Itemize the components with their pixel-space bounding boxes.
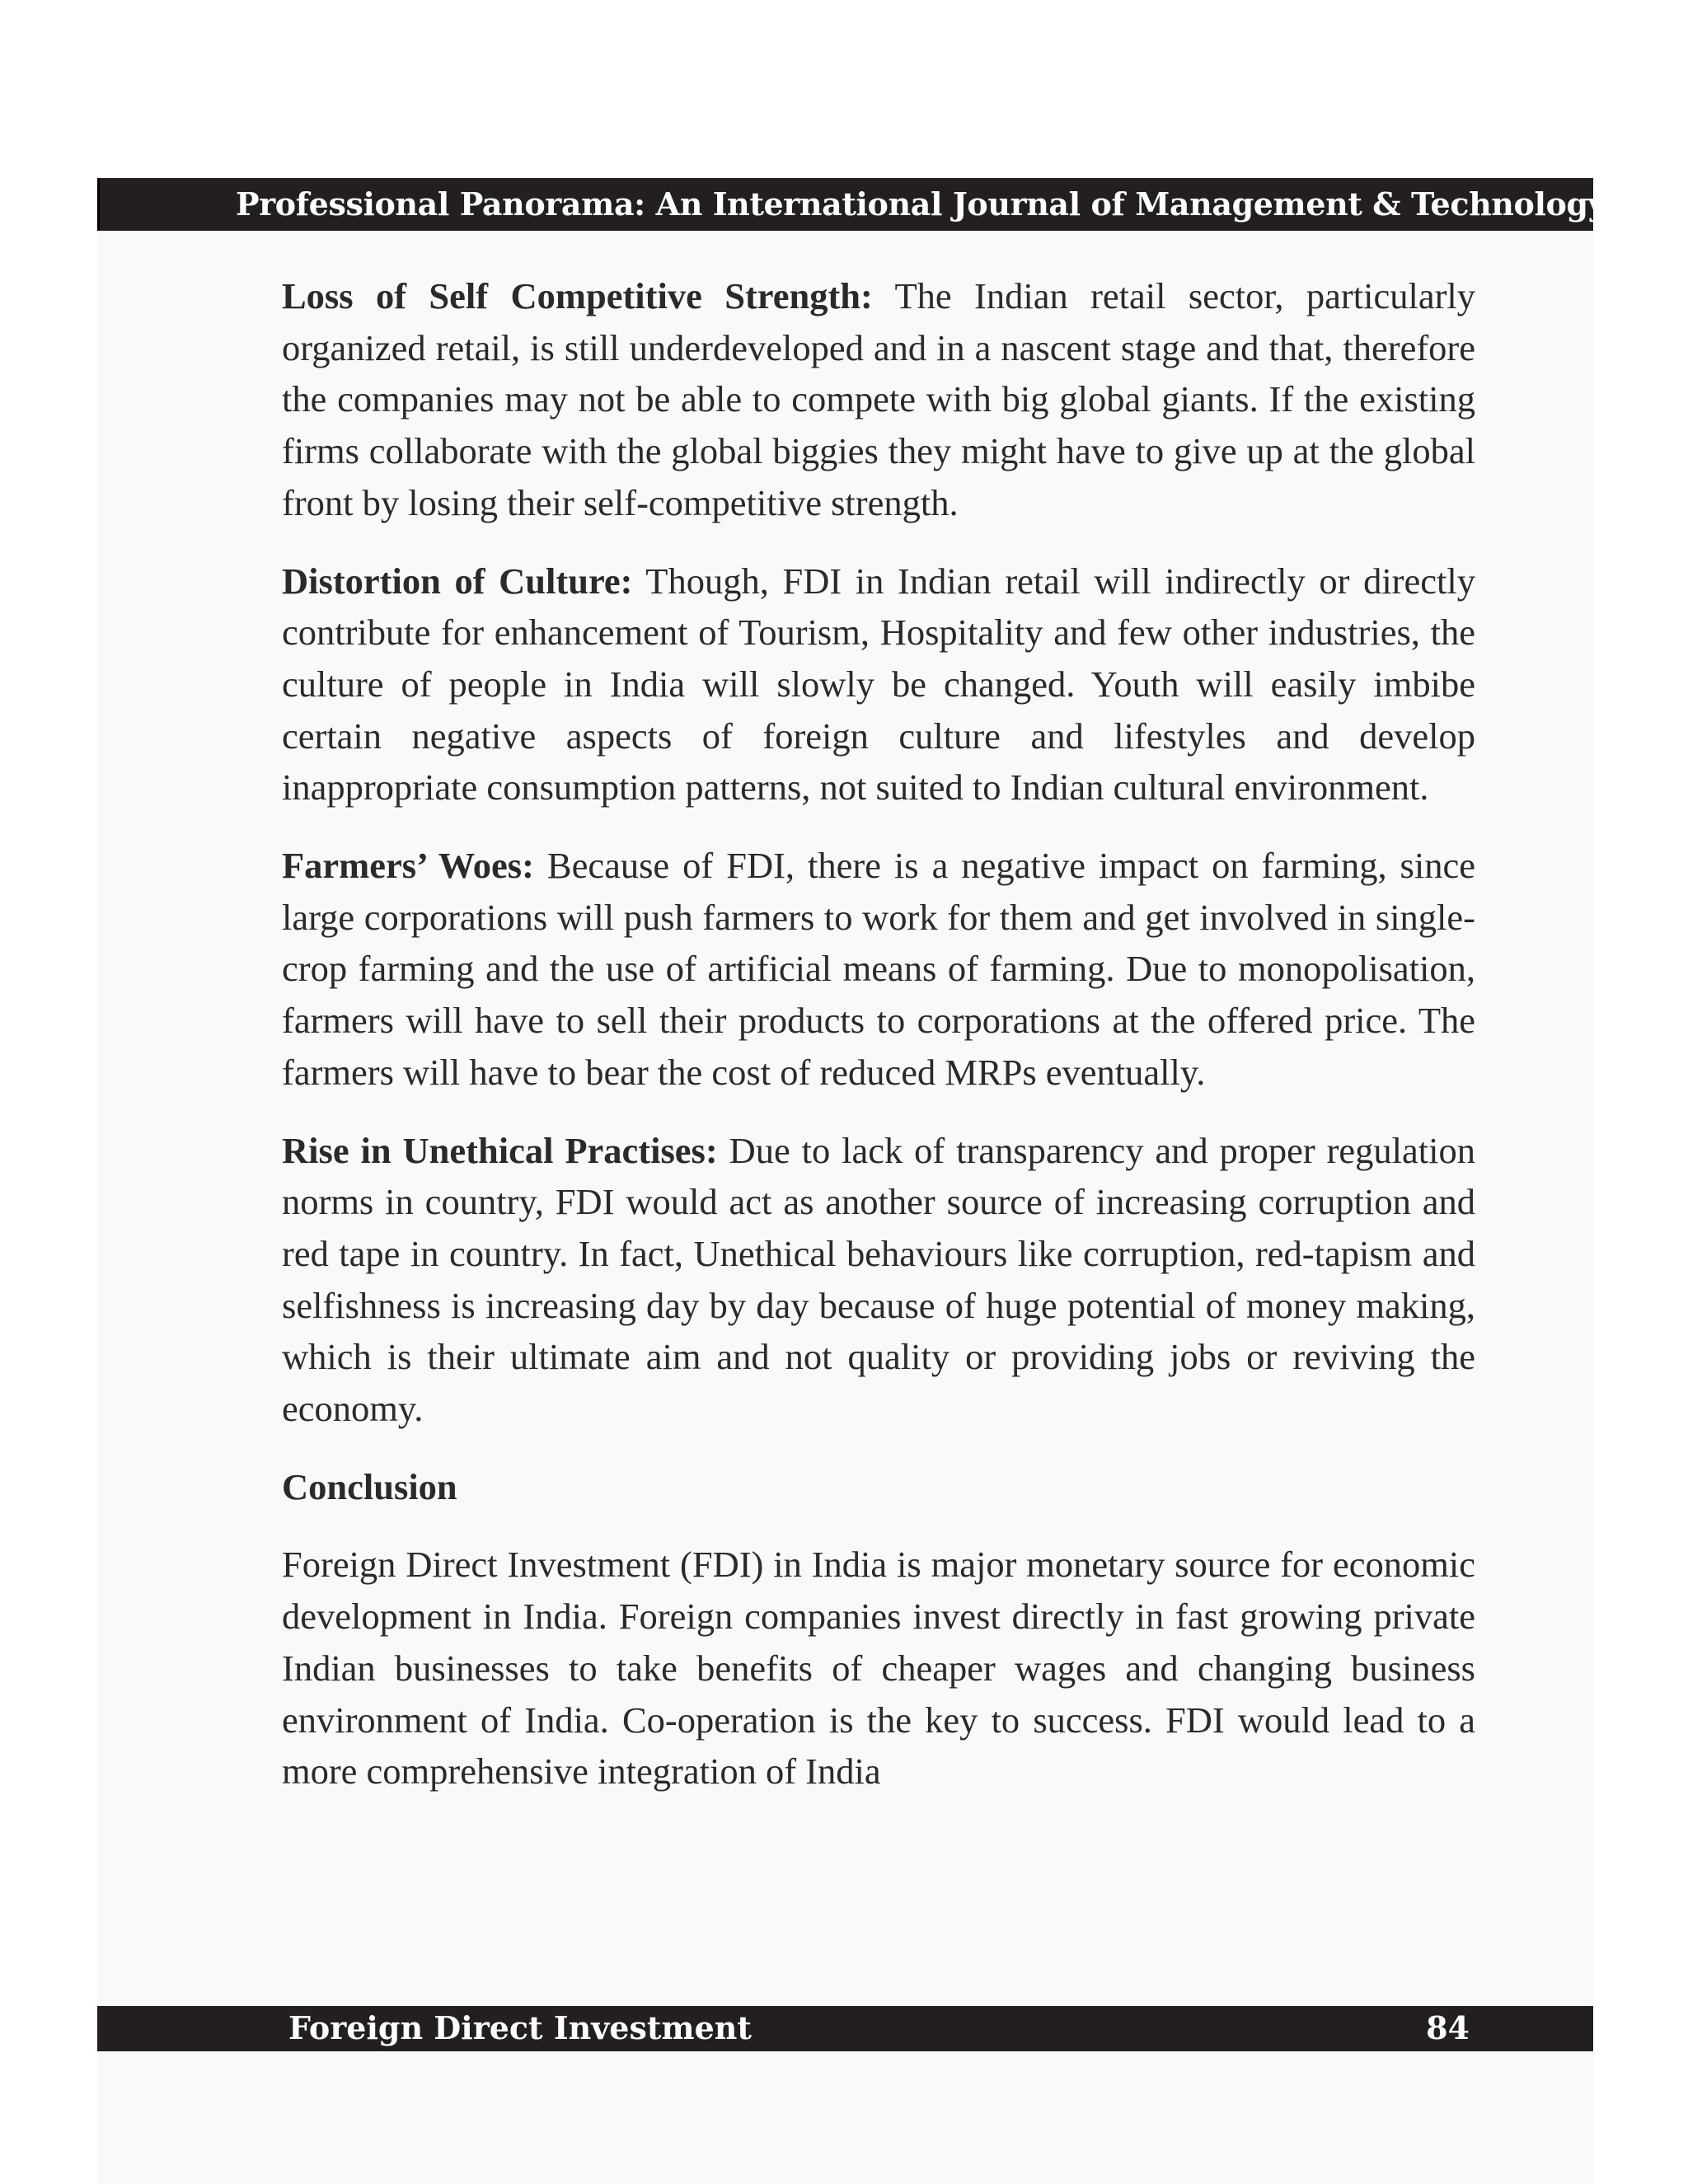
paragraph-distortion-of-culture bbox=[282, 555, 1475, 814]
paragraph-text: Though, FDI in Indian retail will indirectly or directly contribute for enhancement of Tourism, Hospitality and few other industries, the culture of people in India will slowly be changed. Youth will easily imbibe certain negative aspects of foreign culture and lifestyles and develop inappropriate consumption patterns, not suited to Indian cultural environment. bbox=[282, 560, 1475, 808]
conclusion-heading: Conclusion bbox=[282, 1465, 457, 1507]
paragraph-self-competitive-strength bbox=[282, 270, 1475, 529]
paragraph-lead: Distortion of Culture: bbox=[282, 560, 633, 602]
paragraph-lead: Rise in Unethical Practises: bbox=[282, 1129, 718, 1171]
page-number: 84 bbox=[1426, 2009, 1470, 2046]
conclusion-paragraph: Foreign Direct Investment (FDI) in India is major monetary source for economic development in India. Foreign companies invest directly in fast growing private Indian businesses to take benefits of cheaper wages and changing business environment of India. Co-operation is the key to success. FDI would lead to a more comprehensive integration of India bbox=[282, 1544, 1475, 1793]
journal-title: Professional Panorama: An International Journal of Management & Technology bbox=[236, 185, 1606, 223]
paragraph-text: The Indian retail sector, particularly organized retail, is still underdeveloped and in a nascent stage and that, therefore the companies may not be able to compete with big global giants. If the existing firms collaborate with the global biggies they might have to give up at the global front by losing their self-competitive strength. bbox=[282, 275, 1476, 523]
paragraph-unethical-practises bbox=[282, 1125, 1475, 1435]
paragraph-text: Due to lack of transparency and proper regulation norms in country, FDI would act as another source of increasing corruption and red tape in country. In fact, Unethical behaviours like corruption, red-tapism and selfishness is increasing day by day because of huge potential of money making, which is their ultimate aim and not quality or providing jobs or reviving the economy. bbox=[282, 1129, 1476, 1430]
paragraph-farmers-woes bbox=[282, 840, 1475, 1099]
paragraph-lead: Farmers’ Woes: bbox=[282, 845, 534, 887]
journal-header-bar bbox=[97, 178, 1606, 231]
footer-section-title: Foreign Direct Investment bbox=[288, 2009, 752, 2046]
paragraph-lead: Loss of Self Competitive Strength: bbox=[282, 275, 873, 316]
paragraph-text: Because of FDI, there is a negative impact on farming, since large corporations will push farmers to work for them and get involved in single-crop farming and the use of artificial means of farming. Due to monopolisation, farmers will have to sell their products to corporations at the offered price. The farmers will have to bear the cost of reduced MRPs eventually. bbox=[282, 845, 1475, 1093]
article-body bbox=[282, 270, 1475, 1824]
footer-bar bbox=[97, 2006, 1593, 2051]
